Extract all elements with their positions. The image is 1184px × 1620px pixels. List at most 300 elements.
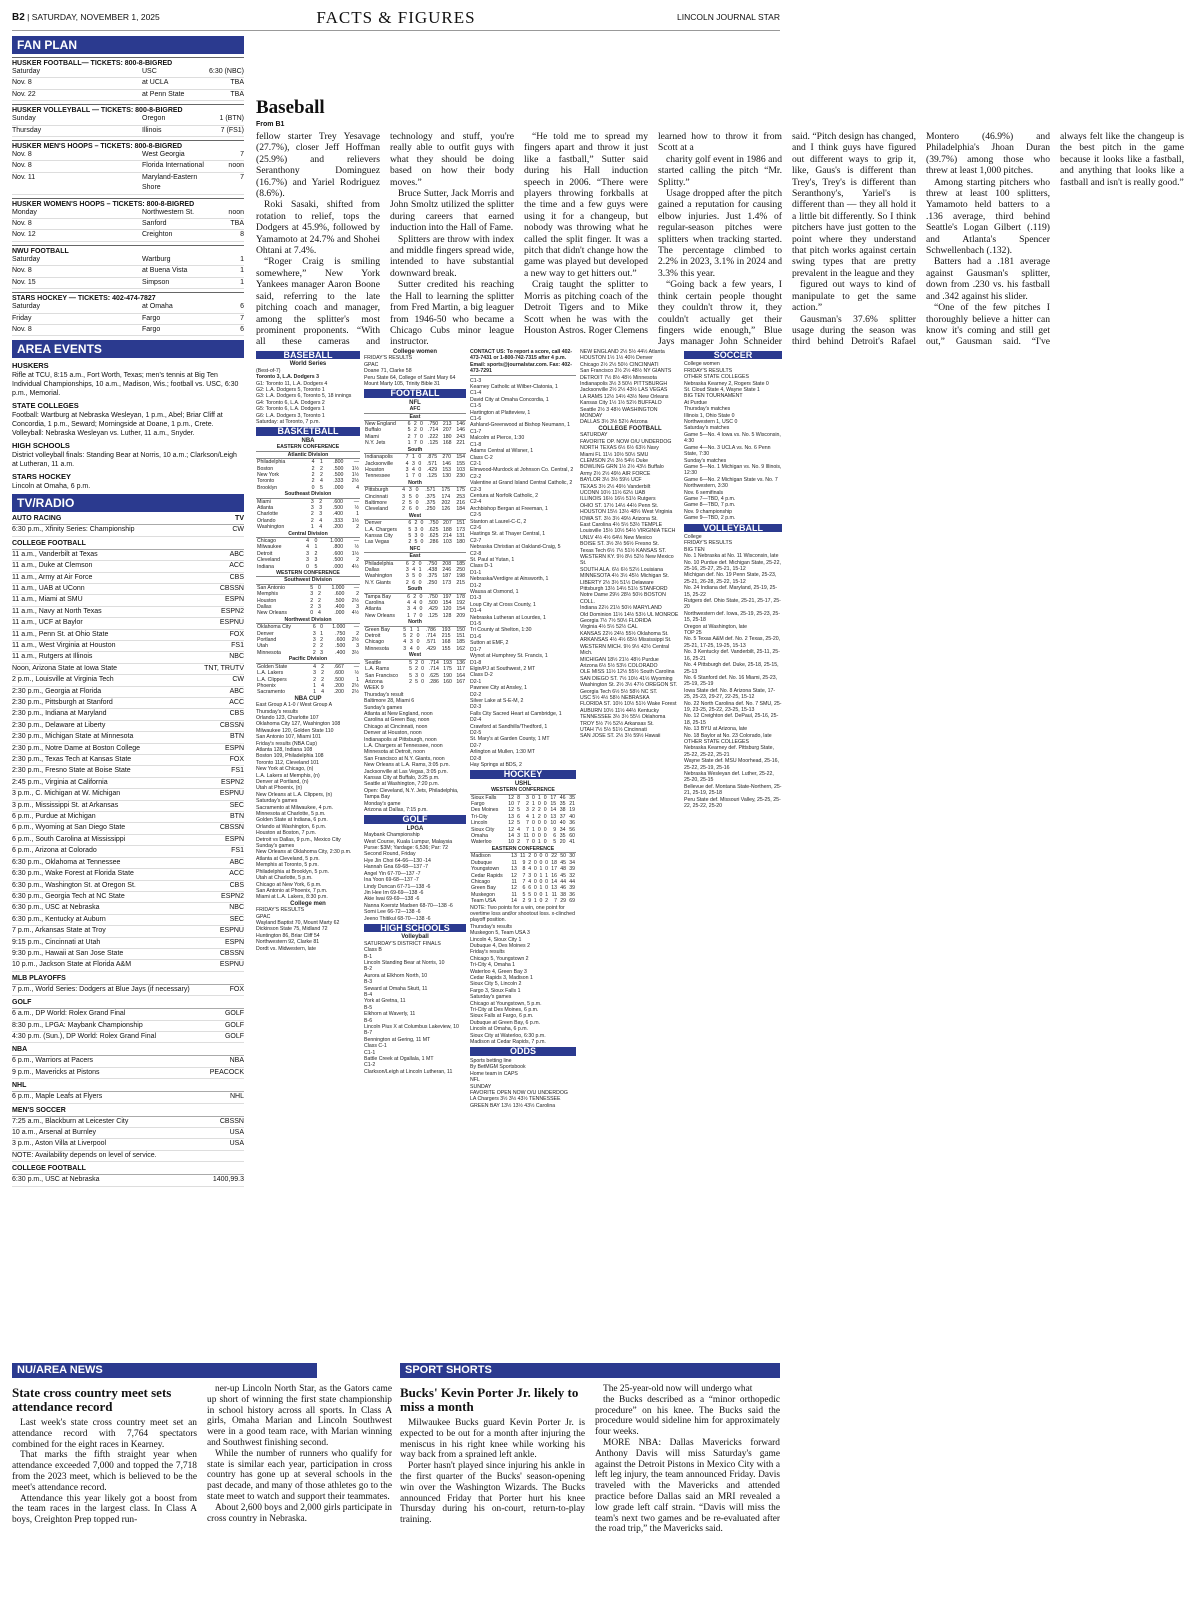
agate-line: Orlando 123, Charlotte 107	[256, 714, 319, 721]
agate-cell: 215	[441, 633, 451, 640]
agate-subheading: EASTERN CONFERENCE	[256, 444, 360, 451]
agate-cell: 1	[313, 689, 316, 696]
agate-cell: .500	[427, 600, 438, 607]
story-paragraph: “Roger Craig is smiling somewhere,” New York Yankees manager Aaron Boone said, referring to the late pitching coach and manager, among the splitter's most prominent proponents. “With all these cameras and technology and stuff, you're really able to outfit guys with what they should be doing based on how their body moves.”	[256, 131, 514, 348]
agate-cell: Dallas	[365, 567, 380, 573]
agate-line: Dordt vs. Midwestern, late	[256, 945, 316, 952]
agate-cell: Chicago	[471, 878, 491, 885]
agate-cell: 215	[456, 579, 465, 586]
agate-line: Elkhorn at Waverly, 11	[364, 1011, 416, 1018]
tv-category	[12, 514, 244, 525]
agate-line: Jacksonville 2½ 2½ 43½ LAS VEGAS	[580, 387, 668, 394]
agate-line: C1-2	[364, 1062, 376, 1069]
agate-cell: New England	[365, 421, 396, 428]
agate-cell: 167	[456, 678, 465, 685]
agate-cell: 2	[356, 591, 359, 598]
agate-line: Tri-City 4, Omaha 1	[470, 962, 516, 969]
agate-cell: 0	[420, 526, 424, 533]
agate-cell: —	[353, 584, 359, 591]
fan-plan-group-head: HUSKER FOOTBALL— TICKETS: 800-8-BIGRED	[12, 57, 244, 67]
tv-category-name: NHL	[12, 1082, 27, 1090]
agate-row	[470, 885, 576, 891]
agate-line: Virginia 4½ 5½ 52½ CAL	[580, 624, 638, 631]
nu-news-paragraph: Attendance this year likely got a boost from the team races in the largest class. In Class A boys, Creighton Prep topped run-	[12, 1493, 197, 1526]
agate-line: D1-2	[470, 582, 482, 589]
agate-line: Chicago at New York, 6 p.m.	[256, 881, 322, 888]
agate-line: HOUSTON 1½ 1½ 40½ Denver	[580, 355, 653, 362]
agate-cell: .750	[427, 560, 438, 567]
agate-line: DALLAS 3½ 3½ 52½ Arizona	[580, 419, 648, 426]
agate-cell: 0	[545, 885, 548, 892]
agate-line: Miami at L.A. Lakers, 8:30 p.m.	[256, 894, 328, 901]
agate-line: B-3	[364, 979, 373, 986]
agate-cell: 5	[522, 891, 526, 898]
agate-cell: 4	[412, 567, 416, 573]
agate-section-banner: BASKETBALL	[256, 427, 360, 435]
agate-line: Nov. 6 semifinals	[684, 489, 724, 496]
agate-cell: 6	[553, 833, 557, 840]
agate-cell: 3	[412, 460, 415, 467]
fan-plan-time: noon	[228, 162, 244, 170]
tv-network: GOLF	[224, 1010, 244, 1018]
fan-plan-time: TBA	[230, 220, 244, 228]
agate-cell: L.A. Lakers	[257, 670, 284, 677]
tv-event: 11 a.m., Duke at Clemson	[12, 562, 93, 570]
agate-line: Rutgers def. Ohio State, 25-21, 25-17, 25-20	[684, 598, 781, 611]
story-paragraph: Batters had a .181 average against Gausman's splitter, down from .230 vs. his fastball and .342 against his slider.	[926, 256, 1050, 302]
agate-cell: 3	[526, 807, 529, 814]
agate-cell: 128	[442, 612, 452, 619]
tv-network: FS1	[231, 847, 244, 855]
agate-line: AUBURN 10½ 11½ 44½ Kentucky	[580, 707, 659, 714]
tv-category	[12, 1081, 244, 1092]
agate-cell: Portland	[257, 637, 277, 644]
agate-cell: 1	[416, 626, 420, 633]
agate-cell: 9	[522, 859, 526, 866]
story-paragraph: “He told me to spread my fingers apart and throw it just like a fastball,” Sutter said during his Hall induction speech in 2006. “There were players throwing forkballs at the time and a few guys were using it for a changeup, but nobody was throwing what he called the split finger. It was a pitch that didn't change how the game was played but developed a new way to get hitters out.”	[524, 131, 648, 279]
tv-event: 2:30 p.m., Fresno State at Boise State	[12, 767, 131, 775]
agate-line: St. Cloud State 4, Wayne State 1	[684, 387, 760, 394]
agate-cell: 0	[418, 560, 422, 567]
agate-cell: 2	[320, 637, 324, 644]
agate-cell: 146	[456, 421, 465, 428]
agate-cell: 5	[407, 427, 411, 434]
agate-heading: NBA	[301, 437, 315, 444]
agate-line: BIG TEN TOURNAMENT	[684, 393, 743, 400]
agate-line: C2-7	[470, 537, 482, 544]
tv-event: 2:45 p.m., Virginia at California	[12, 778, 108, 786]
agate-subheading: EASTERN CONFERENCE	[470, 846, 576, 853]
agate-line: D2-3	[470, 704, 482, 711]
agate-line: Wayland Baptist 70, Mount Marty 62	[256, 919, 340, 926]
agate-cell: 4½	[351, 563, 359, 570]
agate-cell: 2	[321, 670, 324, 677]
agate-cell: 0	[415, 506, 419, 513]
agate-line: Hartington at Platteview, 1	[470, 409, 531, 416]
agate-line: D1-7	[470, 646, 482, 653]
agate-line: B-4	[364, 992, 373, 998]
agate-cell: 0	[419, 440, 423, 447]
fan-plan-row	[12, 278, 244, 289]
agate-cell: 2	[517, 839, 520, 846]
fan-plan-row	[12, 230, 244, 241]
tv-event: 11 a.m., UAB at UConn	[12, 584, 85, 592]
agate-line: Indiana 22½ 21½ 50½ MARYLAND	[580, 605, 662, 612]
tv-category	[12, 1164, 244, 1175]
agate-cell: —	[353, 663, 359, 670]
agate-line: B-5	[364, 1004, 373, 1011]
agate-line: Notre Dame 29½ 28½ 50½ BOSTON COLL.	[580, 592, 666, 605]
story-paragraph: fellow starter Trey Yesavage (27.7%), closer Jeff Hoffman (25.9%) and relievers Seranthony Dominguez (16.7%) and Yariel Rodriguez (8.6%).	[256, 131, 380, 200]
agate-cell: 3	[313, 670, 316, 677]
sport-shorts-banner: SPORT SHORTS	[400, 1363, 780, 1378]
agate-cell: 120	[442, 606, 452, 613]
nfl-standings-table	[364, 421, 466, 447]
agate-line: D2-4	[470, 717, 482, 724]
agate-line: Lincoln 4, Sioux City 1	[470, 936, 522, 943]
fan-plan-date: Monday	[12, 208, 37, 216]
agate-cell: 10	[508, 839, 515, 846]
agate-cell: 11	[511, 859, 517, 866]
agate-cell: 2	[409, 678, 413, 685]
paper-name: LINCOLN JOURNAL STAR	[677, 12, 780, 22]
tv-event: 11 a.m., Penn St. at Ohio State	[12, 630, 109, 638]
agate-cell: 6	[528, 885, 532, 892]
tv-event: 3 p.m., Mississippi St. at Arkansas	[12, 801, 119, 809]
agate-cell: 1½	[351, 550, 359, 557]
agate-cell: 13	[550, 813, 557, 820]
agate-cell: 9	[528, 898, 532, 905]
agate-cell: 0	[533, 866, 537, 873]
agate-cell: 0	[415, 493, 419, 500]
agate-line: SOUTH ALA. 6½ 6½ 52½ Louisiana	[580, 566, 664, 573]
agate-line: UCONN 10½ 11½ 62½ UAB	[580, 489, 646, 496]
agate-cell: 0	[533, 853, 537, 860]
agate-subheading: North	[364, 480, 466, 487]
agate-cell: Detroit	[257, 550, 273, 557]
agate-line: Georgia Tech 6½ 5½ 58½ NC ST.	[580, 688, 658, 695]
agate-cell: —	[353, 537, 359, 544]
tv-listing	[12, 1128, 244, 1139]
tv-listing	[12, 869, 244, 880]
agate-cell: Minnesota	[257, 649, 281, 656]
agate-cell: Tampa Bay	[365, 593, 391, 600]
agate-cell: 3	[320, 649, 324, 656]
sport-shorts-paragraph: MORE NBA: Dallas Mavericks forward Anthony Davis will miss Saturday's game against the Detroit Pistons in Mexico City with a left leg injury, the team announced Friday. Davis traveled with the Mavericks and attended practice before Dallas said an MRI revealed a low grade left calf strain. “Davis will miss the team's next two games and be re-evaluated after the road trip,” the Mavericks said.	[595, 1437, 780, 1535]
agate-line: Jacksonville at Las Vegas, 3:05 p.m.	[364, 768, 448, 775]
tv-event: 7 p.m., Arkansas State at Troy	[12, 927, 106, 935]
agate-line: Game 4—No. 3 UCLA vs. No. 6 Penn State, 7:30	[684, 444, 771, 458]
agate-cell: 188	[443, 526, 452, 533]
tv-category	[12, 974, 244, 985]
agate-line: FLORIDA ST. 10½ 10½ 51½ Wake Forest	[580, 701, 677, 708]
fan-plan-row	[12, 302, 244, 313]
agate-cell: 1	[539, 872, 543, 879]
agate-cell: 0	[306, 563, 309, 570]
tv-network: ABC	[229, 687, 244, 695]
agate-cell: 40	[569, 813, 575, 820]
agate-line: Adams Central at Wisner, 1	[470, 448, 534, 455]
agate-cell: Charlotte	[257, 511, 279, 518]
agate-cell: Toronto	[257, 478, 275, 485]
agate-cell: 0	[314, 537, 318, 544]
agate-line: G3: L.A. Dodgers 6, Toronto 5, 18 innings	[256, 393, 352, 400]
fan-plan-date: Saturday	[12, 255, 41, 263]
agate-line: Doane 71, Clarke 58	[364, 368, 412, 375]
agate-cell: 1	[313, 682, 316, 689]
agate-cell: Las Vegas	[365, 539, 390, 546]
agate-line: Maybank Championship	[364, 832, 420, 839]
tv-network: NBC	[229, 653, 244, 661]
agate-cell: 0	[531, 820, 535, 827]
agate-cell: 1½	[351, 471, 359, 478]
agate-cell: 0	[531, 833, 535, 840]
agate-line: Centura at Norfolk Catholic, 2	[470, 492, 539, 499]
agate-cell: 2	[415, 659, 419, 666]
agate-line: C1-6	[470, 416, 482, 423]
tv-listing	[12, 561, 244, 572]
agate-cell: 3	[415, 672, 419, 679]
agate-line: Sacramento at Milwaukee, 4 p.m.	[256, 804, 333, 811]
agate-cell: 213	[442, 421, 452, 428]
agate-cell: 2	[522, 898, 526, 905]
agate-row	[470, 853, 576, 859]
agate-subheading: West	[364, 652, 466, 659]
agate-cell: 0	[418, 573, 422, 580]
agate-cell: San Francisco	[365, 672, 399, 679]
agate-section-banner: VOLLEYBALL	[684, 524, 782, 532]
agate-line: ARKANSAS 4½ 4½ 65½ Mississippi St.	[580, 637, 672, 644]
sport-shorts-body	[400, 1384, 780, 1584]
agate-line: KANSAS 22½ 24½ 55½ Oklahoma St.	[580, 630, 669, 637]
agate-line: Battle Creek at Ogallala, 1 MT	[364, 1056, 434, 1063]
agate-cell: 0	[415, 499, 419, 506]
agate-cell: 184	[456, 506, 465, 513]
agate-cell: 2	[311, 471, 315, 478]
agate-cell: 178	[456, 593, 465, 600]
agate-cell: Jacksonville	[365, 460, 393, 467]
fan-plan-opponent: Oregon	[142, 115, 166, 123]
agate-cell: 192	[456, 600, 465, 607]
agate-cell: 1	[356, 511, 359, 518]
agate-cell: 34	[569, 859, 575, 866]
agate-cell: 1	[319, 459, 323, 466]
tv-network: CBSSN	[219, 1117, 244, 1125]
agate-row	[364, 440, 466, 446]
agate-section-banner: BASEBALL	[256, 351, 360, 359]
agate-line: Purse: $3M; Yardage: 6,536; Par: 72	[364, 845, 449, 852]
agate-line: Angel Yin 67-70—137 -7	[364, 870, 421, 877]
tv-event: 11 a.m., UCF at Baylor	[12, 619, 83, 627]
nfl-standings-table	[364, 561, 466, 587]
agate-line: MONDAY	[580, 413, 603, 420]
area-events	[12, 361, 244, 491]
agate-line: Silver Lake at S-E-M, 2	[470, 697, 524, 704]
agate-heading: LPGA	[406, 825, 424, 832]
agate-line: Georgia 7½ 7½ 50½ FLORIDA	[580, 618, 652, 625]
agate-cell: .800	[333, 459, 344, 466]
agate-cell: 3	[402, 493, 405, 500]
agate-line: Pittsburgh 13½ 14½ 51½ STANFORD	[580, 586, 668, 593]
nu-news-headline: State cross country meet sets attendance record	[12, 1385, 172, 1414]
agate-line: Bennington at Gering, 11 MT	[364, 1036, 431, 1043]
agate-line: No. 22 North Carolina def. No. 7 SMU, 25-19, 23-25, 25-22, 23-25, 15-13	[684, 700, 782, 713]
agate-cell: 5	[409, 672, 413, 679]
area-events-banner: AREA EVENTS	[12, 340, 244, 358]
tv-network: ESPNU	[219, 961, 244, 969]
agate-cell: 2	[526, 801, 529, 808]
agate-cell: Indiana	[257, 563, 275, 570]
agate-line: David City at Omaha Concordia, 1	[470, 396, 549, 403]
agate-cell: 7	[413, 440, 417, 447]
agate-cell: 4	[528, 878, 532, 885]
tv-network: CBSSN	[219, 584, 244, 592]
tv-event: 2:30 p.m., Indiana at Maryland	[12, 710, 107, 718]
agate-cell: 0	[418, 473, 422, 480]
agate-cell: Lincoln	[471, 820, 488, 827]
agate-cell: 2	[312, 643, 316, 650]
agate-cell: Denver	[365, 520, 382, 527]
agate-cell: 190	[443, 672, 452, 679]
agate-line: Chicago 2½ 2½ 50½ CINCINNATI	[580, 361, 659, 368]
agate-cell: 2	[528, 859, 532, 866]
tv-network: BTN	[230, 733, 244, 741]
agate-cell: 4	[313, 663, 316, 670]
agate-cell: Tennessee	[365, 473, 391, 480]
agate-cell: 12	[508, 807, 515, 814]
tv-network: FS1	[231, 641, 244, 649]
agate-cell: 2	[402, 499, 405, 506]
agate-cell: 216	[456, 499, 465, 506]
area-event-text: District volleyball finals: Standing Bear at Norris, 10 a.m.; Clarkson/Leigh at Lutheran, 11 a.m.	[12, 452, 237, 469]
agate-cell: 2	[407, 433, 411, 440]
agate-cell: .500	[333, 557, 344, 564]
agate-line: Class D-2	[470, 672, 493, 679]
agate-line: Utah at Phoenix, (n)	[256, 785, 303, 792]
agate-line: Thursday's matches	[684, 406, 731, 413]
sport-shorts-paragraph: Porter hasn't played since injuring his ankle in the first quarter of the Bucks' season-opening win over the Washington Wizards. The Bucks announced Friday that Porter hurt his knee Thursday during his on-court, return-to-play training.	[400, 1461, 585, 1526]
fan-plan-opponent: Maryland-Eastern Shore	[142, 173, 198, 192]
agate-cell: .571	[425, 639, 436, 646]
agate-cell: ½	[354, 504, 359, 511]
agate-line: Sports betting line	[470, 1057, 512, 1064]
agate-cell: Detroit	[365, 633, 381, 640]
agate-cell: 2½	[351, 597, 359, 604]
agate-cell: 0	[419, 433, 423, 440]
agate-cell: 5	[403, 626, 407, 633]
agate-line: Valentine at Grand Island Central Catholic, 2	[470, 480, 573, 487]
agate-cell: 7	[413, 433, 417, 440]
agate-line: WEEK 9	[364, 685, 384, 692]
agate-cell: Des Moines	[471, 807, 499, 814]
agate-cell: Muskegon	[471, 891, 495, 898]
agate-cell: 162	[456, 645, 465, 652]
agate-col-3	[470, 349, 576, 1339]
agate-subheading: WESTERN CONFERENCE	[256, 570, 360, 577]
agate-cell: N.Y. Jets	[365, 440, 386, 447]
agate-cell: 7	[526, 839, 529, 846]
agate-line: C2-1	[470, 460, 482, 467]
agate-cell: 250	[456, 567, 465, 573]
tv-network: ESPN2	[221, 607, 244, 615]
agate-line: OHIO ST. 17½ 14½ 44½ Penn St.	[580, 502, 659, 509]
agate-cell: 0	[545, 853, 548, 860]
agate-cell: Phoenix	[257, 682, 276, 689]
tv-network: SEC	[229, 915, 244, 923]
agate-cell: 0	[531, 839, 535, 846]
agate-cell: 34	[559, 826, 566, 833]
tv-listing	[12, 744, 244, 755]
nba-standings-table	[256, 585, 360, 617]
agate-cell: 11	[520, 853, 526, 860]
tv-event: 6:30 p.m., USC at Nebraska	[12, 904, 100, 912]
agate-cell: 7	[413, 612, 417, 619]
nfl-standings-table	[364, 627, 466, 653]
agate-line: D2-2	[470, 691, 482, 698]
agate-cell: Pittsburgh	[365, 487, 389, 494]
agate-subheading: Atlantic Division	[256, 452, 360, 459]
tv-listing	[12, 812, 244, 823]
agate-cell: 44	[569, 878, 575, 885]
agate-cell: .875	[426, 454, 438, 461]
agate-cell: 4	[402, 487, 405, 494]
agate-cell: .222	[428, 433, 439, 440]
agate-cell: 2	[319, 498, 323, 505]
agate-line: Michigan def. No. 19 Penn State, 25-23, 25-21, 26-28, 25-22, 15-12	[684, 572, 777, 585]
tv-listing	[12, 1009, 244, 1020]
agate-line: WESTERN KY. 9½ 8½ 52½ New Mexico St.	[580, 554, 674, 567]
agate-cell: 10	[550, 820, 557, 827]
agate-cell: 185	[456, 639, 465, 646]
nu-news-paragraph: That marks the fifth straight year when attendance exceeded 7,000 and topped the 7,718 from the 2023 meet, which is believed to be the meet's attendance record.	[12, 1450, 197, 1493]
fan-plan-time: 7	[240, 314, 244, 322]
agate-cell: .375	[425, 493, 436, 500]
fan-plan-date: Saturday	[12, 303, 41, 311]
nba-standings-table	[256, 624, 360, 656]
agate-cell: .400	[335, 649, 346, 656]
agate-cell: 56	[569, 826, 575, 833]
agate-cell: 0	[311, 484, 315, 491]
agate-cell: 160	[443, 678, 452, 685]
left-column	[12, 36, 244, 1336]
agate-cell: 17	[550, 794, 557, 801]
agate-line: Hannah Gna 69-68—137 -7	[364, 864, 429, 871]
tv-event: 6:30 p.m., USC at Nebraska	[12, 1176, 100, 1184]
agate-cell: 3	[405, 567, 409, 573]
agate-cell: 0	[537, 801, 541, 808]
tv-listing	[12, 1117, 244, 1128]
agate-cell: 168	[442, 440, 452, 447]
agate-cell: 243	[456, 433, 465, 440]
agate-line: Kansas City 1½ 1½ 52½ BUFFALO	[580, 400, 662, 407]
agate-cell: 6	[407, 593, 410, 600]
agate-cell: 22	[551, 853, 557, 860]
agate-cell: 0	[418, 460, 422, 467]
agate-cell: 12	[508, 794, 515, 801]
agate-cell: .000	[333, 484, 344, 491]
tv-listing	[12, 550, 244, 561]
tv-listing	[12, 618, 244, 629]
agate-line: C2-4	[470, 499, 482, 506]
tv-listing	[12, 778, 244, 789]
agate-cell: 7	[517, 801, 520, 808]
agate-cell: 154	[456, 606, 465, 613]
agate-cell: .333	[332, 517, 344, 524]
agate-cell: 0	[420, 532, 424, 539]
agate-line: Nov. 9 championship	[684, 508, 733, 515]
agate-subheading: North	[364, 619, 466, 626]
fan-plan-time: 6	[240, 325, 244, 333]
